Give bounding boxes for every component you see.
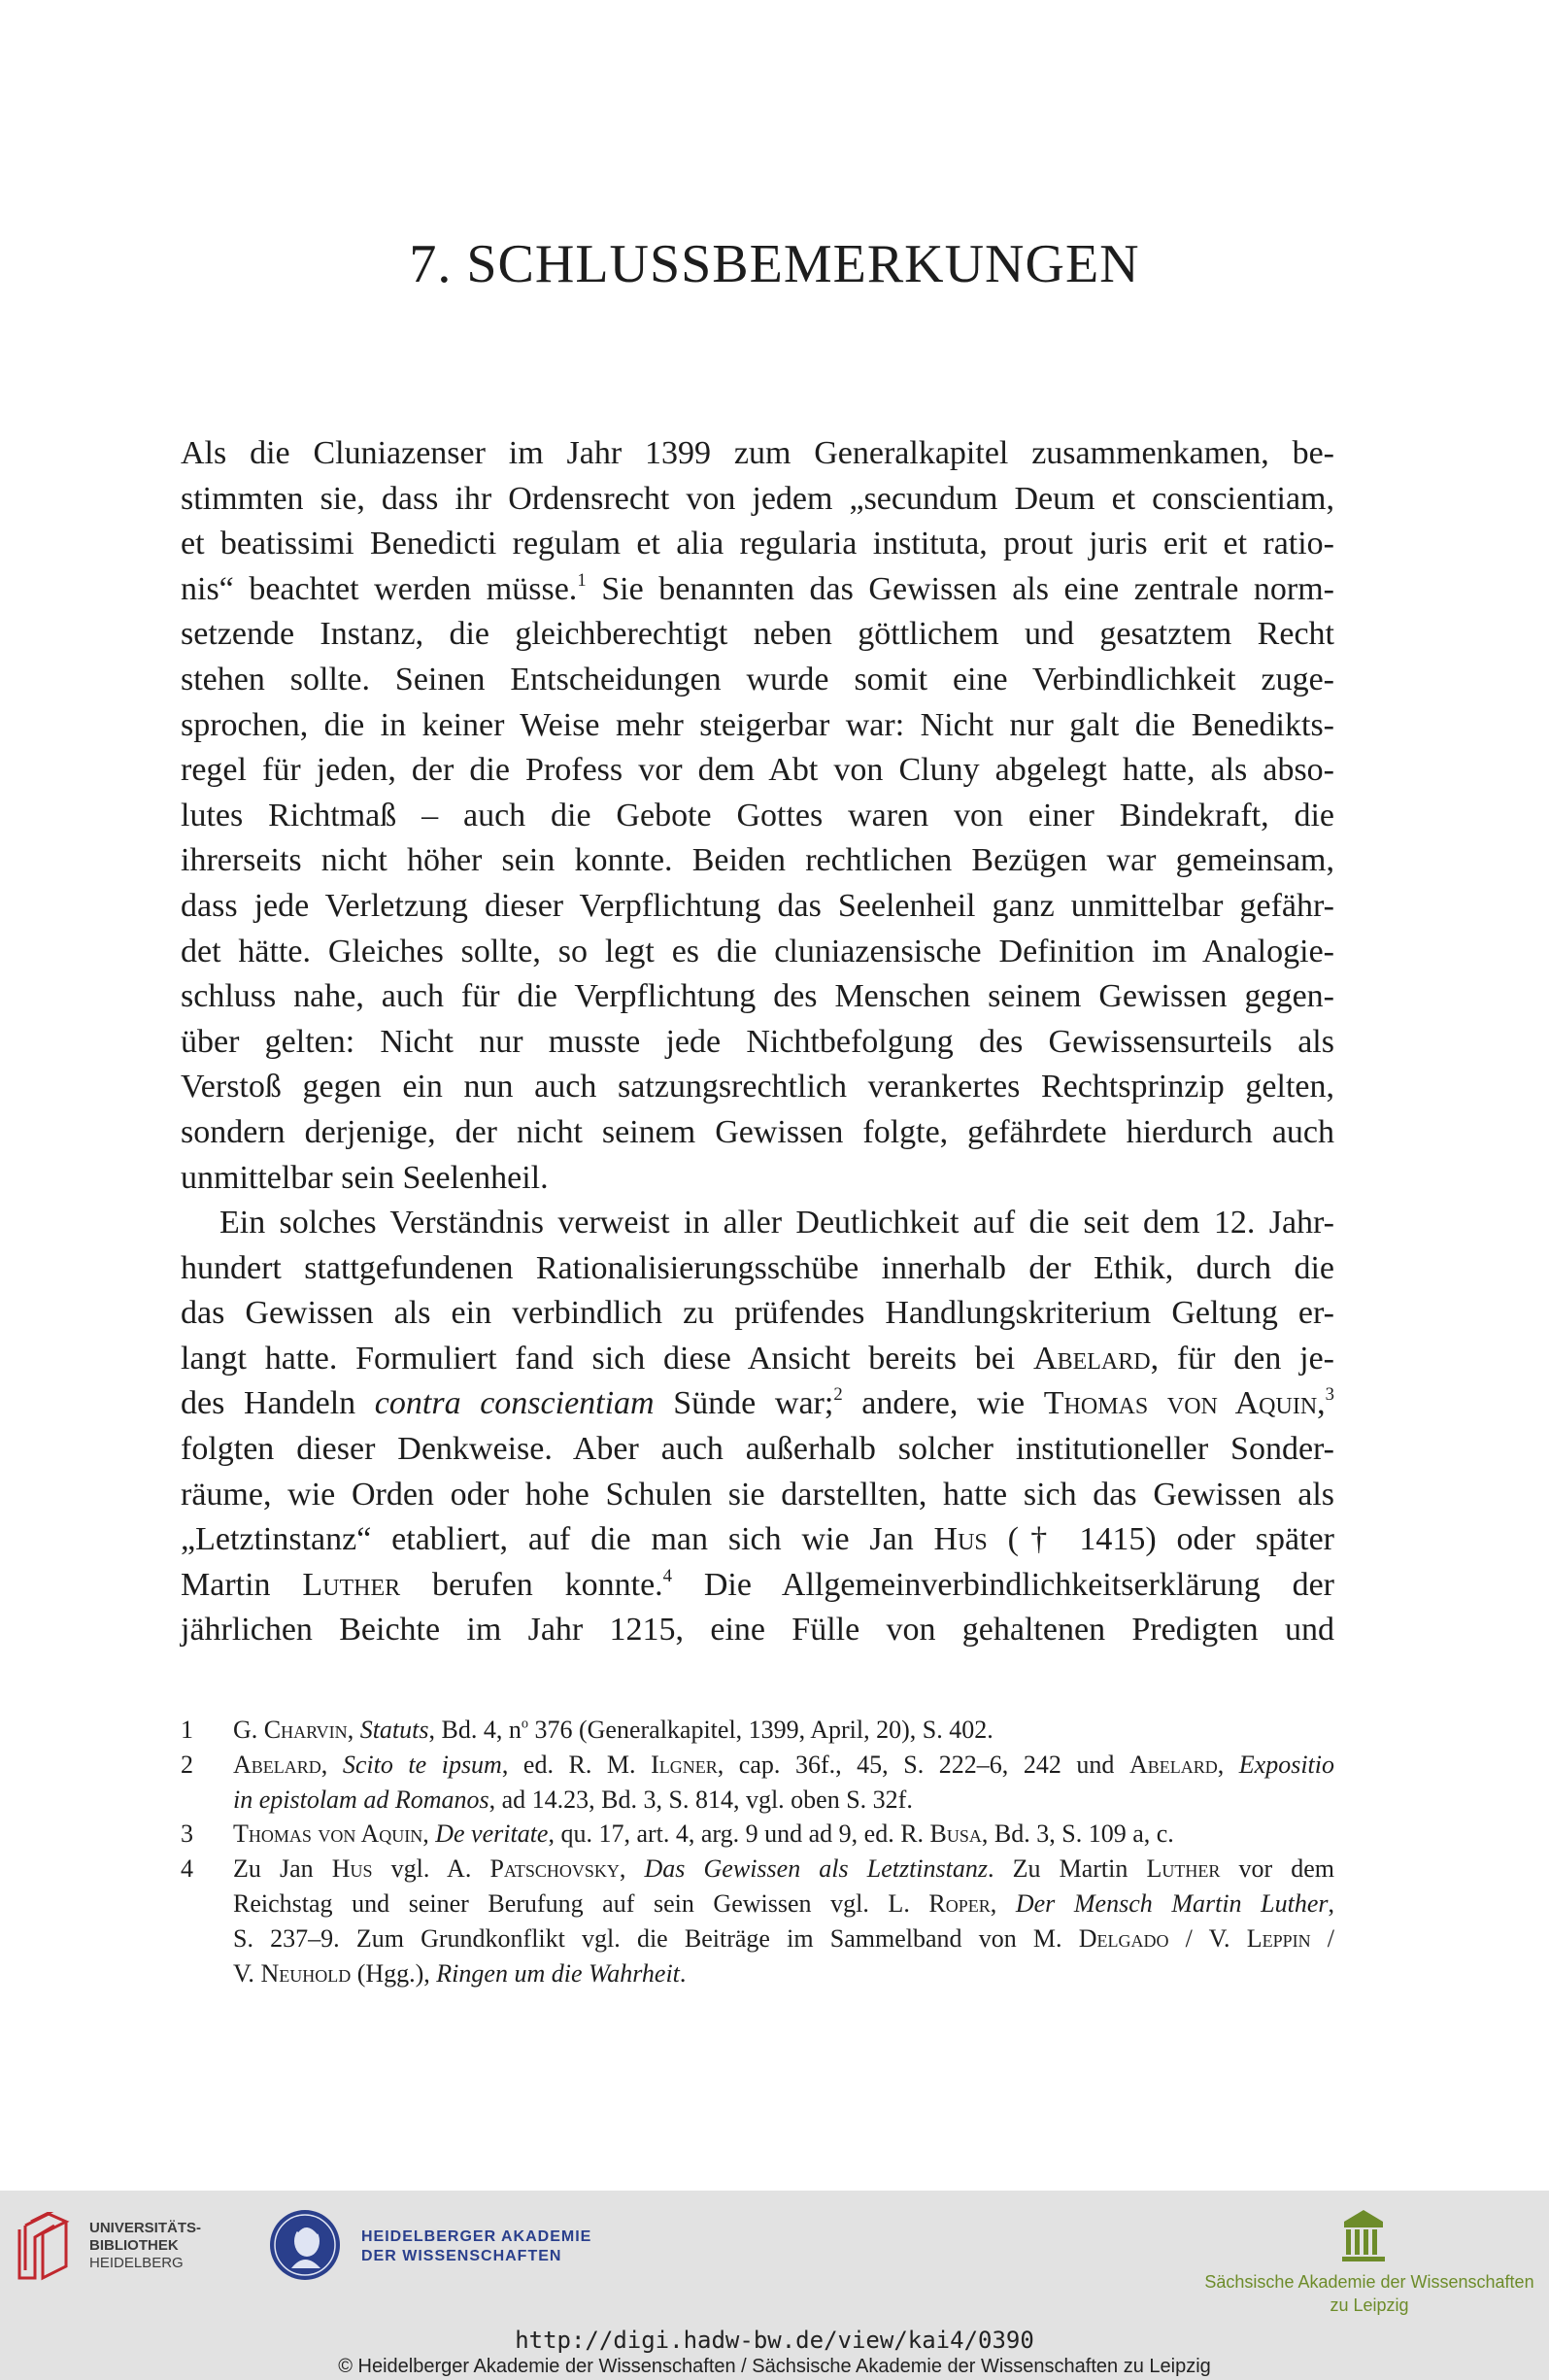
text-run: regel für jeden, der die Profess vor dem Abt von Cluny abgelegt hatte, als abso- bbox=[181, 752, 1334, 789]
author-name: Luther bbox=[1146, 1854, 1221, 1884]
text-run: über gelten: Nicht nur musste jede Nichtbefolgung des Gewissensurteils als bbox=[181, 1023, 1334, 1060]
author-name: Delgado bbox=[1078, 1923, 1169, 1953]
text-run: . Zu Martin bbox=[988, 1854, 1147, 1884]
text-run: , ed. R. M. bbox=[501, 1750, 652, 1779]
author-name: Luther bbox=[302, 1566, 401, 1603]
text-line bbox=[181, 974, 1334, 1020]
text-line bbox=[181, 431, 1334, 477]
footnote-line bbox=[233, 1748, 1334, 1783]
heidelberg-academy-seal-icon bbox=[268, 2208, 342, 2282]
text-run: Scito te ipsum bbox=[342, 1750, 502, 1779]
text-line bbox=[181, 1608, 1334, 1653]
text-line bbox=[181, 1517, 1334, 1563]
text-run: , bbox=[1217, 1750, 1239, 1779]
text-run: vgl. A. bbox=[372, 1854, 490, 1884]
author-name: Abelard bbox=[1033, 1340, 1151, 1377]
text-run: Sie benannten das Gewissen als eine zentrale norm- bbox=[586, 570, 1334, 607]
text-run: berufen konnte. bbox=[400, 1566, 663, 1603]
footnote-number: 4 bbox=[181, 1854, 193, 1884]
author-name: Charvin bbox=[263, 1716, 348, 1744]
viewer-footer bbox=[0, 2191, 1549, 2380]
footnote bbox=[181, 1713, 1334, 1748]
text-run: dass jede Verletzung dieser Verpflichtung das Seelenheil ganz unmittelbar gefähr- bbox=[181, 887, 1334, 924]
copyright-notice: © Heidelberger Akademie der Wissenschaften / Sächsische Akademie der Wissenschaften zu Leipzig bbox=[338, 2356, 1211, 2377]
text-run: De veritate bbox=[435, 1819, 549, 1849]
text-run: , bbox=[422, 1819, 436, 1849]
text-line bbox=[181, 1563, 1334, 1609]
ub-line: BIBLIOTHEK bbox=[89, 2237, 179, 2254]
footnote-marker[interactable]: 2 bbox=[833, 1384, 843, 1406]
footnote bbox=[181, 1748, 1334, 1818]
chapter-heading: 7. SCHLUSSBEMERKUNGEN bbox=[409, 234, 1140, 294]
text-run: Martin bbox=[181, 1566, 303, 1603]
author-name: Neuhold bbox=[260, 1958, 352, 1988]
text-run: Reichstag und seiner Berufung auf sein Gewissen vgl. L. bbox=[233, 1888, 929, 1918]
text-line bbox=[181, 1427, 1334, 1473]
text-run: , bbox=[990, 1888, 1016, 1918]
author-name: Busa bbox=[929, 1819, 982, 1849]
footnote bbox=[181, 1817, 1334, 1852]
text-line bbox=[181, 1473, 1334, 1518]
text-run: räume, wie Orden oder hohe Schulen sie darstellten, hatte sich das Gewissen als bbox=[181, 1476, 1334, 1513]
text-run: Expositio bbox=[1238, 1750, 1335, 1779]
saxon-academy-logo-icon bbox=[1340, 2208, 1387, 2262]
text-run: V. bbox=[233, 1958, 261, 1988]
text-line bbox=[181, 794, 1334, 839]
author-name: Ilgner bbox=[651, 1750, 718, 1779]
footnotes bbox=[181, 1713, 1334, 1990]
text-run: hundert stattgefundenen Rationalisierungsschübe innerhalb der Ethik, durch die bbox=[181, 1249, 1334, 1286]
text-run: sondern derjenige, der nicht seinem Gewissen folgte, gefährdete hierdurch auch bbox=[181, 1113, 1334, 1150]
text-run: , für den je- bbox=[1150, 1340, 1334, 1377]
footnote-marker[interactable]: o bbox=[521, 1716, 528, 1732]
text-run: contra conscientiam bbox=[374, 1385, 655, 1422]
text-run: (Hgg.), bbox=[351, 1958, 437, 1988]
text-run: G. bbox=[233, 1716, 264, 1744]
text-run: des Handeln bbox=[181, 1385, 375, 1422]
text-line bbox=[181, 930, 1334, 975]
text-line bbox=[181, 658, 1334, 703]
sa-line: Sächsische Akademie der Wissenschaften bbox=[1204, 2272, 1534, 2292]
footnote-marker[interactable]: 3 bbox=[1325, 1384, 1335, 1406]
ub-line: UNIVERSITÄTS- bbox=[89, 2220, 202, 2236]
footnote-line bbox=[233, 1713, 1334, 1748]
university-library-logo-icon bbox=[16, 2212, 70, 2282]
text-run: andere, wie bbox=[842, 1385, 1044, 1422]
sa-line: zu Leipzig bbox=[1330, 2295, 1409, 2315]
text-line bbox=[181, 522, 1334, 567]
text-run: , qu. 17, art. 4, arg. 9 und ad 9, ed. R. bbox=[548, 1819, 930, 1849]
text-run: jährlichen Beichte im Jahr 1215, eine Fülle von gehaltenen Predigten und bbox=[181, 1612, 1334, 1649]
text-line bbox=[181, 567, 1334, 613]
saxon-academy-name bbox=[1165, 2270, 1549, 2317]
text-line bbox=[181, 1065, 1334, 1110]
footnote bbox=[181, 1852, 1334, 1990]
footnote-number: 1 bbox=[181, 1716, 193, 1744]
text-run: Der Mensch Martin Luther bbox=[1015, 1888, 1329, 1918]
text-line bbox=[181, 1156, 1334, 1202]
text-run: , bbox=[320, 1750, 343, 1779]
text-run: , bbox=[1317, 1385, 1326, 1422]
text-run: sprochen, die in keiner Weise mehr steigerbar war: Nicht nur galt die Benedikts- bbox=[181, 706, 1334, 743]
text-run: „Letztinstanz“ etabliert, auf die man sich wie Jan bbox=[181, 1521, 934, 1558]
text-run: schluss nahe, auch für die Verpflichtung des Menschen seinem Gewissen gegen- bbox=[181, 978, 1334, 1015]
text-line bbox=[181, 1020, 1334, 1066]
text-line bbox=[181, 838, 1334, 884]
author-name: Roper bbox=[928, 1888, 991, 1918]
text-run: stimmten sie, dass ihr Ordensrecht von jedem „secundum Deum et conscientiam, bbox=[181, 480, 1334, 517]
text-run: Sünde war; bbox=[654, 1385, 834, 1422]
author-name: Abelard bbox=[1128, 1750, 1218, 1779]
text-run: S. 237–9. Zum Grundkonflikt vgl. die Beiträge im Sammelband von M. bbox=[233, 1923, 1079, 1953]
text-line bbox=[181, 1246, 1334, 1292]
text-run: et beatissimi Benedicti regulam et alia regularia instituta, prout juris erit et ratio- bbox=[181, 526, 1334, 562]
footnote-line bbox=[233, 1817, 1334, 1852]
author-name: Leppin bbox=[1246, 1923, 1311, 1953]
footnote-marker[interactable]: 1 bbox=[577, 569, 587, 591]
text-run: das Gewissen als ein verbindlich zu prüfendes Handlungskriterium Geltung er- bbox=[181, 1295, 1334, 1332]
footnote-marker[interactable]: 4 bbox=[662, 1565, 673, 1586]
text-run: , Bd. 3, S. 109 a, c. bbox=[981, 1819, 1174, 1849]
text-run: vor dem bbox=[1220, 1854, 1334, 1884]
text-run: / V. bbox=[1168, 1923, 1247, 1953]
text-run: , cap. 36f., 45, S. 222–6, 242 und bbox=[717, 1750, 1129, 1779]
footnote-line bbox=[233, 1887, 1334, 1921]
text-run: in epistolam ad Romanos bbox=[233, 1785, 489, 1814]
text-run: 376 (Generalkapitel, 1399, April, 20), S. 402. bbox=[527, 1716, 993, 1744]
text-run: langt hatte. Formuliert fand sich diese Ansicht bereits bei bbox=[181, 1340, 1034, 1377]
heidelberg-academy-name bbox=[361, 2227, 591, 2266]
text-run: folgten dieser Denkweise. Aber auch außerhalb solcher institutioneller Sonder- bbox=[181, 1431, 1334, 1468]
text-line bbox=[181, 884, 1334, 930]
text-run: Die Allgemeinverbindlichkeitserklärung der bbox=[672, 1566, 1334, 1603]
text-run: , Bd. 4, n bbox=[428, 1716, 522, 1744]
text-run: nis“ beachtet werden müsse. bbox=[181, 570, 578, 607]
text-run: Als die Cluniazenser im Jahr 1399 zum Generalkapitel zusammenkamen, be- bbox=[181, 435, 1334, 471]
text-line bbox=[181, 1291, 1334, 1337]
text-run: Ein solches Verständnis verweist in aller Deutlichkeit auf die seit dem 12. Jahr- bbox=[219, 1205, 1334, 1241]
text-run: stehen sollte. Seinen Entscheidungen wurde somit eine Verbindlichkeit zuge- bbox=[181, 661, 1334, 697]
text-run: setzende Instanz, die gleichberechtigt neben göttlichem und gesatztem Recht bbox=[181, 616, 1334, 653]
text-line bbox=[181, 477, 1334, 523]
text-run: unmittelbar sein Seelenheil. bbox=[181, 1159, 549, 1196]
permalink-url[interactable]: http://digi.hadw-bw.de/view/kai4/0390 bbox=[515, 2327, 1034, 2354]
text-run: ihrerseits nicht höher sein konnte. Beiden rechtlichen Bezügen war gemeinsam, bbox=[181, 842, 1334, 879]
hd-line: HEIDELBERGER AKADEMIE bbox=[361, 2228, 592, 2245]
text-run: Das Gewissen als Letztinstanz bbox=[644, 1854, 988, 1884]
text-run: , bbox=[619, 1854, 645, 1884]
hd-line: DER WISSENSCHAFTEN bbox=[361, 2248, 562, 2264]
footnote-number: 3 bbox=[181, 1819, 193, 1849]
ub-line: HEIDELBERG bbox=[89, 2255, 184, 2271]
footnote-line bbox=[233, 1852, 1334, 1887]
text-run: Ringen um die Wahrheit bbox=[436, 1958, 680, 1988]
text-line bbox=[181, 1110, 1334, 1156]
text-run: . bbox=[679, 1958, 687, 1988]
text-run: , bbox=[347, 1716, 360, 1744]
text-line bbox=[181, 703, 1334, 749]
university-library-name bbox=[89, 2220, 201, 2272]
text-line bbox=[181, 1337, 1334, 1382]
text-run: Zu Jan bbox=[233, 1854, 332, 1884]
author-name: Patschovsky bbox=[489, 1854, 620, 1884]
text-run: , bbox=[1328, 1888, 1334, 1918]
text-line bbox=[181, 1201, 1334, 1246]
text-run: Verstoß gegen ein nun auch satzungsrechtlich verankertes Rechtsprinzip gelten, bbox=[181, 1069, 1334, 1105]
text-run: det hätte. Gleiches sollte, so legt es die cluniazensische Definition im Analogie- bbox=[181, 933, 1334, 969]
text-run: lutes Richtmaß – auch die Gebote Gottes waren von einer Bindekraft, die bbox=[181, 797, 1334, 833]
author-name: Thomas von Aquin bbox=[1043, 1385, 1318, 1422]
text-run: , ad 14.23, Bd. 3, S. 814, vgl. oben S. 32f. bbox=[488, 1785, 913, 1814]
footnote-line bbox=[233, 1783, 1334, 1818]
text-run: / bbox=[1310, 1923, 1334, 1953]
text-run: († 1415) oder später bbox=[987, 1521, 1334, 1558]
text-line bbox=[181, 1381, 1334, 1427]
text-line bbox=[181, 748, 1334, 794]
footnote-line bbox=[233, 1956, 1334, 1991]
author-name: Hus bbox=[933, 1521, 988, 1558]
main-text bbox=[181, 431, 1334, 1653]
author-name: Abelard bbox=[233, 1750, 321, 1779]
text-line bbox=[181, 612, 1334, 658]
text-run: Statuts bbox=[359, 1716, 429, 1744]
author-name: Hus bbox=[331, 1854, 373, 1884]
footnote-number: 2 bbox=[181, 1750, 193, 1779]
footnote-line bbox=[233, 1921, 1334, 1956]
author-name: Thomas von Aquin bbox=[233, 1819, 423, 1849]
